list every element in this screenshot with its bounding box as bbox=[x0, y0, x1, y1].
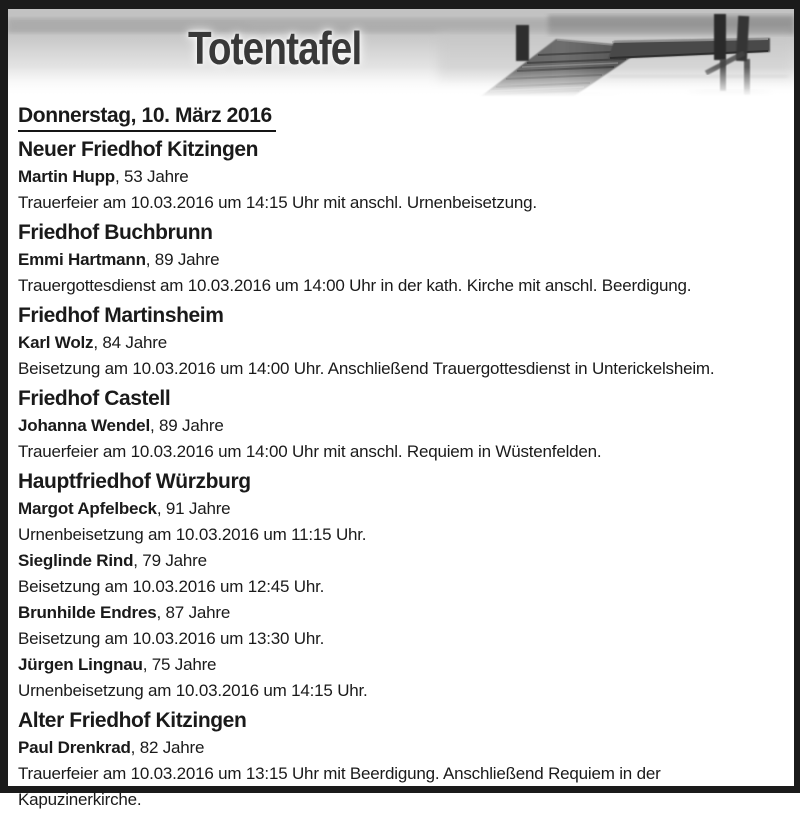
content bbox=[8, 97, 794, 813]
deceased-age: , 53 Jahre bbox=[114, 167, 189, 186]
cemetery-section bbox=[18, 219, 784, 299]
deceased-name-line bbox=[18, 548, 784, 574]
funeral-detail: Trauerfeier am 10.03.2016 um 14:15 Uhr mit anschl. Urnenbeisetzung. bbox=[18, 193, 537, 212]
deceased-age: , 89 Jahre bbox=[145, 250, 220, 269]
deceased-age: , 79 Jahre bbox=[133, 551, 207, 570]
funeral-detail: Beisetzung am 10.03.2016 um 14:00 Uhr. Anschließend Trauergottesdienst in Unterickelsheim. bbox=[18, 359, 715, 378]
cemetery-section bbox=[18, 385, 784, 465]
deceased-name: Brunhilde Endres bbox=[18, 603, 157, 622]
page-title: Totentafel bbox=[188, 22, 362, 74]
funeral-detail: Urnenbeisetzung am 10.03.2016 um 14:15 Uhr. bbox=[18, 681, 368, 700]
obituary-entry bbox=[18, 496, 784, 548]
entries-list bbox=[18, 496, 784, 704]
cemetery-name: Friedhof Buchbrunn bbox=[18, 221, 213, 244]
obituary-entry bbox=[18, 247, 784, 299]
sections-list bbox=[18, 136, 784, 813]
deceased-name: Emmi Hartmann bbox=[18, 250, 146, 269]
cemetery-section bbox=[18, 707, 784, 813]
deceased-name-line bbox=[18, 164, 784, 190]
deceased-age: , 84 Jahre bbox=[93, 333, 167, 352]
cemetery-section bbox=[18, 468, 784, 704]
funeral-detail: Trauerfeier am 10.03.2016 um 14:00 Uhr mit anschl. Requiem in Wüstenfelden. bbox=[18, 442, 602, 461]
obituary-entry bbox=[18, 735, 784, 813]
deceased-name: Sieglinde Rind bbox=[18, 551, 134, 570]
obituary-entry bbox=[18, 164, 784, 216]
funeral-detail: Trauergottesdienst am 10.03.2016 um 14:00 Uhr in der kath. Kirche mit anschl. Beerdigung. bbox=[18, 276, 692, 295]
lake-dock-photo bbox=[8, 9, 794, 97]
header bbox=[8, 9, 794, 97]
deceased-name: Karl Wolz bbox=[18, 333, 94, 352]
entries-list bbox=[18, 735, 784, 813]
cemetery-name: Friedhof Castell bbox=[18, 387, 171, 410]
obituary-entry bbox=[18, 600, 784, 652]
deceased-name-line bbox=[18, 247, 784, 273]
deceased-age: , 75 Jahre bbox=[142, 655, 217, 674]
entries-list bbox=[18, 330, 784, 382]
deceased-age: , 89 Jahre bbox=[149, 416, 224, 435]
obituary-entry bbox=[18, 652, 784, 704]
funeral-detail: Urnenbeisetzung am 10.03.2016 um 11:15 Uhr. bbox=[18, 525, 367, 544]
deceased-age: , 82 Jahre bbox=[130, 738, 205, 757]
obituary-entry bbox=[18, 548, 784, 600]
deceased-name-line bbox=[18, 652, 784, 678]
funeral-detail: Trauerfeier am 10.03.2016 um 13:15 Uhr mit Beerdigung. Anschließend Requiem in der Kapuzinerkirche. bbox=[18, 764, 661, 809]
deceased-age: , 91 Jahre bbox=[156, 499, 231, 518]
entries-list bbox=[18, 413, 784, 465]
entries-list bbox=[18, 247, 784, 299]
date-heading: Donnerstag, 10. März 2016 bbox=[18, 103, 276, 132]
deceased-name-line bbox=[18, 735, 784, 761]
cemetery-name: Alter Friedhof Kitzingen bbox=[18, 709, 247, 732]
cemetery-name: Friedhof Martinsheim bbox=[18, 304, 224, 327]
deceased-name-line bbox=[18, 600, 784, 626]
funeral-detail: Beisetzung am 10.03.2016 um 13:30 Uhr. bbox=[18, 629, 325, 648]
deceased-name-line bbox=[18, 413, 784, 439]
deceased-name: Paul Drenkrad bbox=[18, 738, 131, 757]
funeral-detail: Beisetzung am 10.03.2016 um 12:45 Uhr. bbox=[18, 577, 325, 596]
cemetery-name: Neuer Friedhof Kitzingen bbox=[18, 138, 259, 161]
deceased-name-line bbox=[18, 496, 784, 522]
cemetery-name: Hauptfriedhof Würzburg bbox=[18, 470, 251, 493]
deceased-name-line bbox=[18, 330, 784, 356]
deceased-name: Jürgen Lingnau bbox=[18, 655, 143, 674]
obituary-entry bbox=[18, 413, 784, 465]
cemetery-section bbox=[18, 136, 784, 216]
deceased-name: Johanna Wendel bbox=[18, 416, 150, 435]
entries-list bbox=[18, 164, 784, 216]
deceased-name: Margot Apfelbeck bbox=[18, 499, 157, 518]
obituary-entry bbox=[18, 330, 784, 382]
deceased-age: , 87 Jahre bbox=[156, 603, 231, 622]
cemetery-section bbox=[18, 302, 784, 382]
deceased-name: Martin Hupp bbox=[18, 167, 115, 186]
